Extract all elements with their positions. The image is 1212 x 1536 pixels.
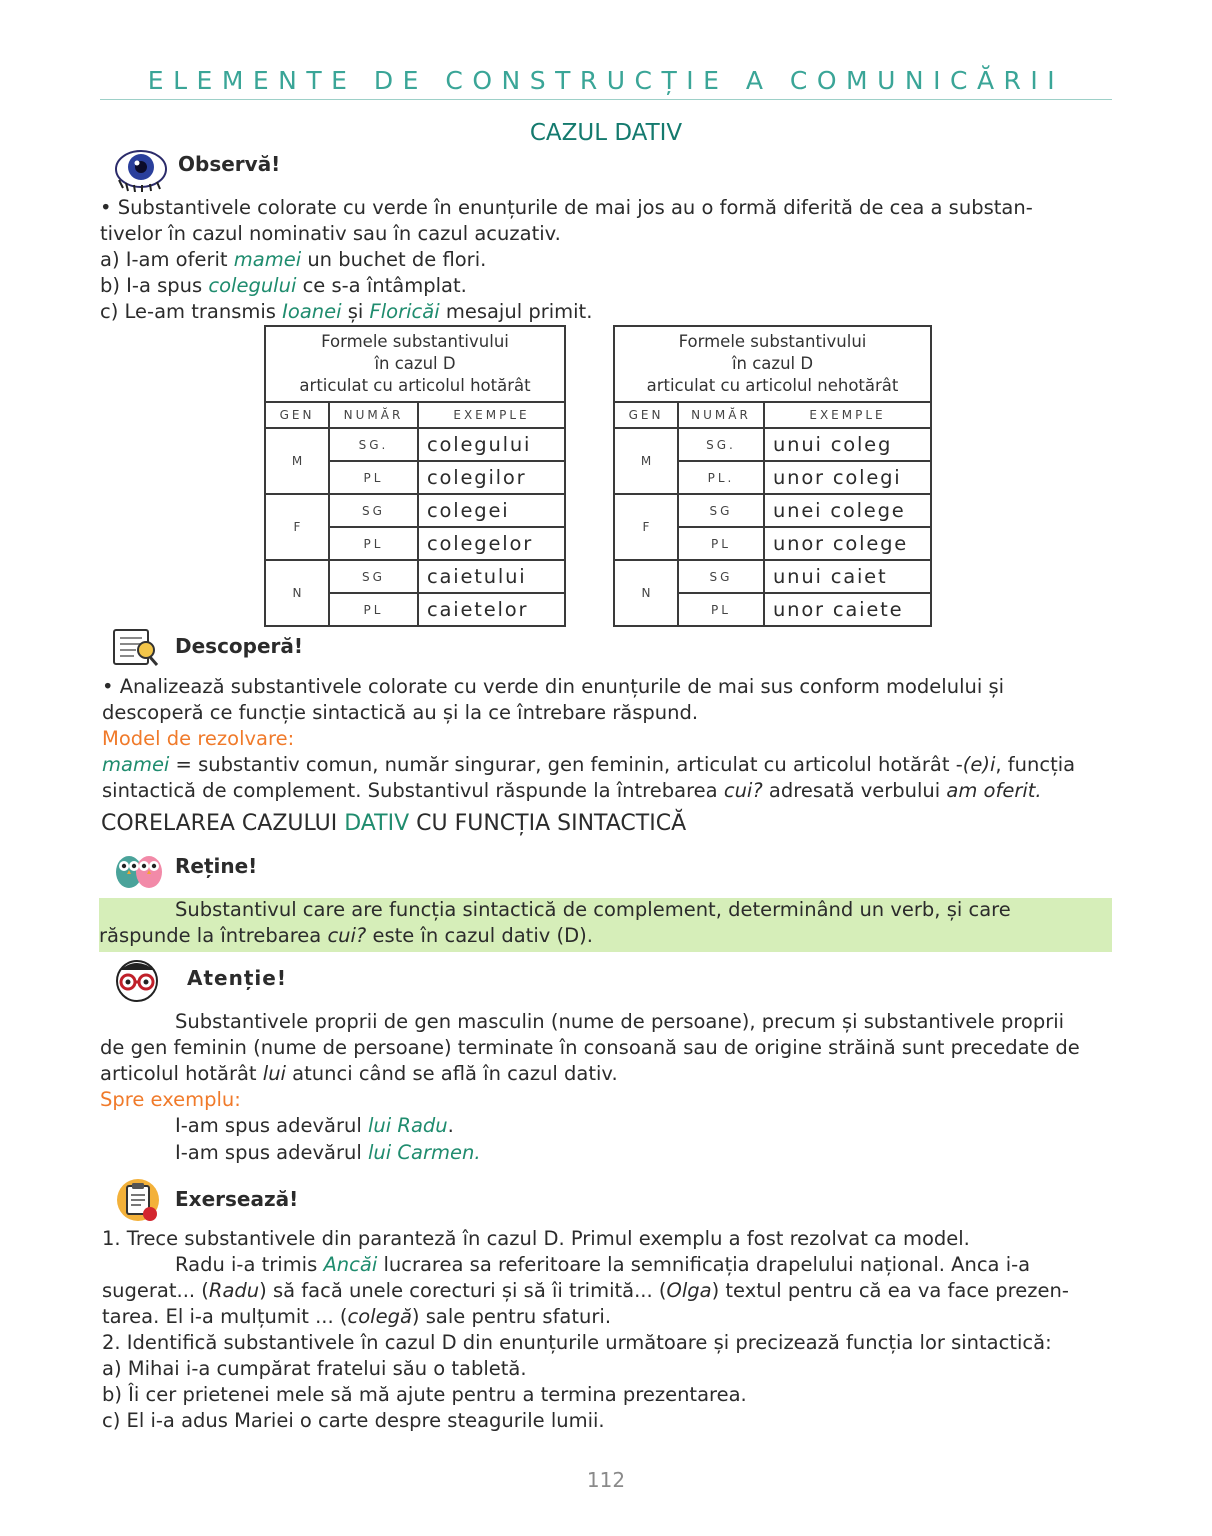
col-gen: GEN	[265, 402, 329, 428]
table-row	[614, 560, 931, 593]
observa-line-1: • Substantivele colorate cu verde în enunțurile de mai jos au o formă diferită de cea a substan-	[100, 196, 1033, 219]
exercise-2-a: a) Mihai i-a cumpărat fratelui său o tabletă.	[102, 1357, 527, 1380]
page-number: 112	[586, 1468, 626, 1492]
atentie-example-1: I-am spus adevărul lui Radu.	[175, 1114, 454, 1137]
table-row	[614, 428, 931, 461]
example-cell: colegului	[418, 428, 565, 461]
exercise-1-text-3: tarea. El i-a mulțumit ... (colegă) sale pentru sfaturi.	[102, 1305, 612, 1328]
table-header: Formele substantivului în cazul D articulat cu articolul hotărât	[265, 326, 565, 402]
example-cell: colegilor	[418, 461, 565, 494]
num-cell: SG	[678, 560, 764, 593]
exercise-2-b: b) Îi cer prietenei mele să mă ajute pentru a termina prezentarea.	[102, 1383, 747, 1406]
atentie-heading: Atenție!	[187, 966, 287, 990]
example-cell: colegelor	[418, 527, 565, 560]
section-heading-correlation: CORELAREA CAZULUI DATIV CU FUNCȚIA SINTACTICĂ	[101, 811, 687, 836]
exerseaza-heading: Exersează!	[175, 1187, 299, 1211]
gen-cell: N	[265, 560, 329, 626]
gen-cell: F	[265, 494, 329, 560]
table-row	[265, 428, 565, 461]
example-cell: colegei	[418, 494, 565, 527]
table-row	[614, 494, 931, 527]
num-cell: SG	[678, 494, 764, 527]
col-numar: NUMĂR	[678, 402, 764, 428]
exercise-1-text-1: Radu i-a trimis Ancăi lucrarea sa referitoare la semnificația drapelului național. Anca i-a	[175, 1253, 1031, 1276]
descopera-heading: Descoperă!	[175, 634, 304, 658]
col-gen: GEN	[614, 402, 678, 428]
num-cell: PL.	[678, 461, 764, 494]
lesson-title: CAZUL DATIV	[529, 120, 683, 146]
num-cell: PL	[678, 527, 764, 560]
col-exemple: EXEMPLE	[418, 402, 565, 428]
descopera-line-1: • Analizează substantivele colorate cu verde din enunțurile de mai sus conform modelului și	[102, 675, 1005, 698]
clipboard-icon	[116, 1178, 162, 1224]
example-cell: caietului	[418, 560, 565, 593]
spre-exemplu-label: Spre exemplu:	[100, 1088, 241, 1111]
header-rule	[100, 99, 1112, 100]
owls-icon	[114, 846, 164, 890]
table-indefinite-article	[613, 325, 932, 627]
eye-icon	[114, 146, 168, 192]
example-cell: unui caiet	[764, 560, 931, 593]
col-exemple: EXEMPLE	[764, 402, 931, 428]
glasses-face-icon	[112, 958, 162, 1002]
model-line-1: mamei = substantiv comun, număr singurar, gen feminin, articulat cu articolul hotărât -(e)i, funcția	[102, 753, 1076, 776]
example-cell: unui coleg	[764, 428, 931, 461]
table-header: Formele substantivului în cazul D articulat cu articolul nehotărât	[614, 326, 931, 402]
num-cell: SG.	[678, 428, 764, 461]
retine-line-1: Substantivul care are funcția sintactică de complement, determinând un verb, și care	[175, 898, 1011, 921]
gen-cell: N	[614, 560, 678, 626]
observa-heading: Observă!	[178, 152, 281, 176]
observa-line-2: tivelor în cazul nominativ sau în cazul acuzativ.	[100, 222, 561, 245]
num-cell: PL	[678, 593, 764, 626]
exercise-1-text-2: sugerat... (Radu) să facă unele corecturi și să îi trimită... (Olga) textul pentru că ea va face prezen-	[102, 1279, 1069, 1302]
num-cell: SG.	[329, 428, 418, 461]
num-cell: SG	[329, 494, 418, 527]
example-cell: unei colege	[764, 494, 931, 527]
model-line-2: sintactică de complement. Substantivul răspunde la întrebarea cui? adresată verbului am oferit.	[102, 779, 1042, 802]
exercise-2: 2. Identifică substantivele în cazul D din enunțurile următoare și precizează funcția lor sintactică:	[102, 1331, 1052, 1354]
atentie-line-3: articolul hotărât lui atunci când se află în cazul dativ.	[100, 1062, 618, 1085]
col-numar: NUMĂR	[329, 402, 418, 428]
example-cell: caietelor	[418, 593, 565, 626]
atentie-line-2: de gen feminin (nume de persoane) terminate în consoană sau de origine străină sunt precedate de	[100, 1036, 1080, 1059]
descopera-line-2: descoperă ce funcție sintactică au și la ce întrebare răspund.	[102, 701, 699, 724]
table-definite-article	[264, 325, 566, 627]
gen-cell: F	[614, 494, 678, 560]
retine-heading: Reține!	[175, 854, 258, 878]
chapter-header: ELEMENTE DE CONSTRUCȚIE A COMUNICĂRII	[147, 66, 1065, 95]
retine-line-2: răspunde la întrebarea cui? este în cazul dativ (D).	[99, 924, 593, 947]
num-cell: PL	[329, 461, 418, 494]
num-cell: PL	[329, 527, 418, 560]
atentie-line-1: Substantivele proprii de gen masculin (nume de persoane), precum și substantivele proprii	[175, 1010, 1065, 1033]
gen-cell: M	[614, 428, 678, 494]
exercise-1: 1. Trece substantivele din paranteză în cazul D. Primul exemplu a fost rezolvat ca model.	[102, 1227, 970, 1250]
model-label: Model de rezolvare:	[102, 727, 295, 750]
atentie-example-2: I-am spus adevărul lui Carmen.	[175, 1141, 481, 1164]
table-row	[265, 560, 565, 593]
gen-cell: M	[265, 428, 329, 494]
exercise-2-c: c) El i-a adus Mariei o carte despre steagurile lumii.	[102, 1409, 605, 1432]
num-cell: SG	[329, 560, 418, 593]
example-cell: unor colege	[764, 527, 931, 560]
num-cell: PL	[329, 593, 418, 626]
table-row	[265, 494, 565, 527]
example-b: b) I-a spus colegului ce s-a întâmplat.	[100, 274, 467, 297]
example-c: c) Le-am transmis Ioanei și Floricăi mesajul primit.	[100, 300, 593, 323]
book-magnifier-icon	[112, 626, 160, 668]
example-cell: unor colegi	[764, 461, 931, 494]
example-cell: unor caiete	[764, 593, 931, 626]
example-a: a) I-am oferit mamei un buchet de flori.	[100, 248, 487, 271]
